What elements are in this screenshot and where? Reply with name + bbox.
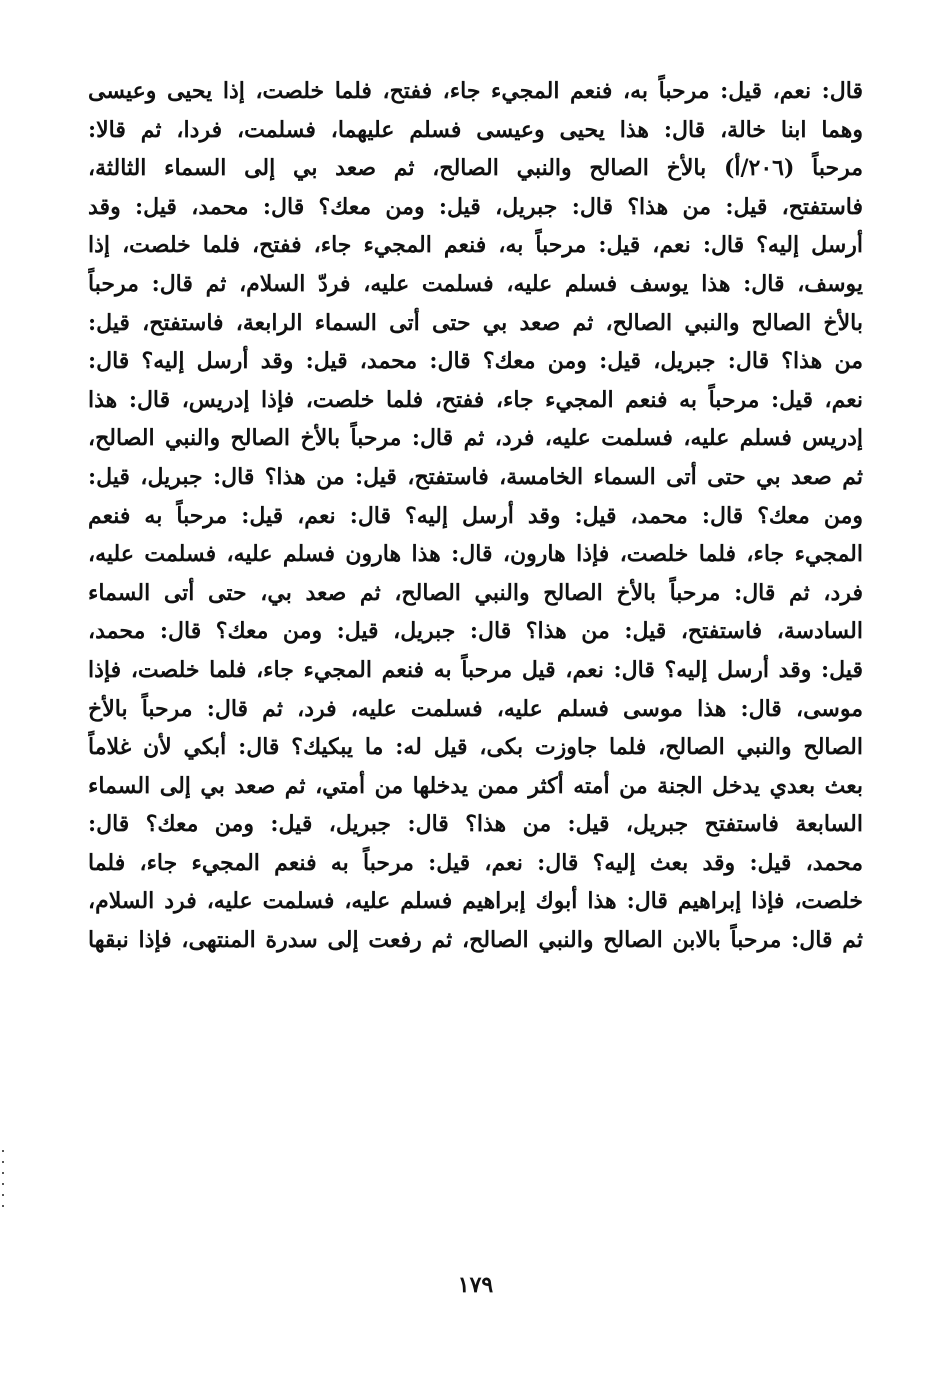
text-line: ثم قال: مرحباً بالابن الصالح والنبي الصالح، ثم رفعت إلى سدرة المنتهى، فإذا نبقها: [88, 927, 863, 954]
text-line: أرسل إليه؟ قال: نعم، قيل: مرحباً به، فنعم المجيء جاء، ففتح، فلما خلصت، إذا: [88, 232, 863, 259]
text-line: الصالح والنبي الصالح، فلما جاوزت بكى، قيل له: ما يبكيك؟ قال: أبكي لأن غلاماً: [88, 734, 863, 761]
page-number: ١٧٩: [457, 1272, 494, 1298]
text-line: السادسة، فاستفتح، قيل: من هذا؟ قال: جبريل، قيل: ومن معك؟ قال: محمد،: [88, 618, 863, 645]
text-line: قيل: وقد أرسل إليه؟ قال: نعم، قيل مرحباً به فنعم المجيء جاء، فلما خلصت، فإذا: [88, 656, 863, 683]
body-text: [88, 72, 863, 960]
text-line: فرد، ثم قال: مرحباً بالأخ الصالح والنبي الصالح، ثم صعد بي، حتى أتى السماء: [88, 579, 863, 606]
text-line: مرحباً (٢٠٦/أ) بالأخ الصالح والنبي الصالح، ثم صعد بي إلى السماء الثالثة،: [88, 155, 863, 182]
text-line: يوسف، قال: هذا يوسف فسلم عليه، فسلمت عليه، فردّ السلام، ثم قال: مرحباً: [88, 270, 863, 297]
text-line: السابعة فاستفتح جبريل، قيل: من هذا؟ قال: جبريل، قيل: ومن معك؟ قال:: [88, 811, 863, 838]
text-line: من هذا؟ قال: جبريل، قيل: ومن معك؟ قال: محمد، قيل: وقد أرسل إليه؟ قال:: [88, 348, 863, 375]
text-line: ومن معك؟ قال: محمد، قيل: وقد أرسل إليه؟ قال: نعم، قيل: مرحباً به فنعم: [88, 502, 863, 529]
text-line: ثم صعد بي حتى أتى السماء الخامسة، فاستفتح، قيل: من هذا؟ قال: جبريل، قيل:: [88, 463, 863, 490]
text-line: بعث بعدي يدخل الجنة من أمته أكثر ممن يدخلها من أمتي، ثم صعد بي إلى السماء: [88, 772, 863, 799]
text-line: إدريس فسلم عليه، فسلمت عليه، فرد، ثم قال: مرحباً بالأخ الصالح والنبي الصالح،: [88, 425, 863, 452]
text-line: خلصت، فإذا إبراهيم قال: هذا أبوك إبراهيم فسلم عليه، فسلمت عليه، فرد السلام،: [88, 888, 863, 915]
text-line: وهما ابنا خالة، قال: هذا يحيى وعيسى فسلم عليهما، فسلمت، فردا، ثم قالا:: [88, 116, 863, 143]
text-line: موسى، قال: هذا موسى فسلم عليه، فسلمت عليه، فرد، ثم قال: مرحباً بالأخ: [88, 695, 863, 722]
text-line: قال: نعم، قيل: مرحباً به، فنعم المجيء جاء، ففتح، فلما خلصت، إذا يحيى وعيسى: [88, 78, 863, 104]
text-line: بالأخ الصالح والنبي الصالح، ثم صعد بي حتى أتى السماء الرابعة، فاستفتح، قيل:: [88, 309, 863, 336]
text-line: نعم، قيل: مرحباً به فنعم المجيء جاء، ففتح، فلما خلصت، فإذا إدريس، قال: هذا: [88, 386, 863, 413]
scan-margin-marks: [2, 1150, 8, 1230]
text-line: المجيء جاء، فلما خلصت، فإذا هارون، قال: هذا هارون فسلم عليه، فسلمت عليه،: [88, 541, 863, 568]
text-line: فاستفتح، قيل: من هذا؟ قال: جبريل، قيل: ومن معك؟ قال: محمد، قيل: وقد: [88, 193, 863, 220]
text-line: محمد، قيل: وقد بعث إليه؟ قال: نعم، قيل: مرحباً به فنعم المجيء جاء، فلما: [88, 849, 863, 876]
